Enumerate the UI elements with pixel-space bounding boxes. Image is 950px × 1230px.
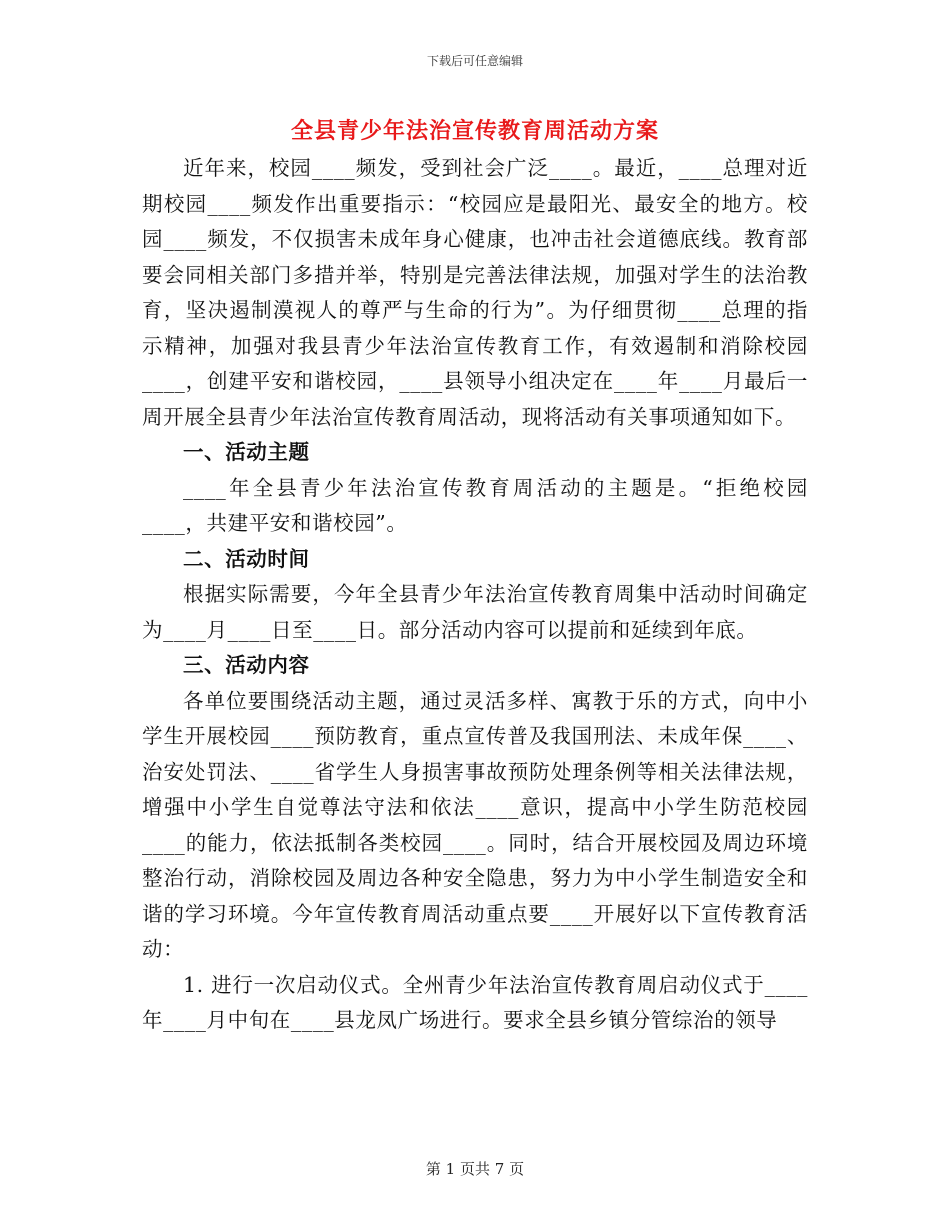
document-body	[142, 151, 808, 1039]
theme-paragraph: ____年全县青少年法治宣传教育周活动的主题是。“拒绝校园____，共建平安和谐校园”。	[142, 475, 808, 535]
section-heading-content: 三、活动内容	[183, 653, 310, 677]
section-heading-theme: 一、活动主题	[183, 440, 310, 464]
intro-paragraph: 近年来，校园____频发，受到社会广泛____。最近，____总理对近期校园____频发作出重要指示：“校园应是最阳光、最安全的地方。校园____频发，不仅损害未成年身心健康，也冲击社会道德底线。教育部要会同相关部门多措并举，特别是完善法律法规，加强对学生的法治教育，坚决遏制漠视人的尊严与生命的行为”。为仔细贯彻____总理的指示精神，加强对我县青少年法治宣传教育工作，有效遏制和消除校园____，创建平安和谐校园，____县领导小组决定在____年____月最后一周开展全县青少年法治宣传教育周活动，现将活动有关事项通知如下。	[142, 156, 808, 429]
document-title: 全县青少年法治宣传教育周活动方案	[290, 119, 659, 144]
page-number: 第 1 页共 7 页	[425, 1160, 525, 1178]
content-paragraph: 各单位要围绕活动主题，通过灵活多样、寓教于乐的方式，向中小学生开展校园____预防教育，重点宣传普及我国刑法、未成年保____、治安处罚法、____省学生人身损害事故预防处理条例等相关法律法规，增强中小学生自觉尊法守法和依法____意识，提高中小学生防范校园____的能力，依法抵制各类校园____。同时，结合开展校园及周边环境整治行动，消除校园及周边各种安全隐患，努力为中小学生制造安全和谐的学习环境。今年宣传教育周活动重点要____开展好以下宣传教育活动：	[142, 688, 808, 961]
time-paragraph: 根据实际需要，今年全县青少年法治宣传教育周集中活动时间确定为____月____日至____日。部分活动内容可以提前和延续到年底。	[142, 582, 808, 642]
section-heading-time: 二、活动时间	[183, 546, 310, 571]
header-note: 下载后可任意编辑	[426, 54, 523, 68]
item-1-paragraph: 1. 进行一次启动仪式。全州青少年法治宣传教育周启动仪式于____年____月中旬在____县龙凤广场进行。要求全县乡镇分管综治的领导	[142, 972, 808, 1032]
